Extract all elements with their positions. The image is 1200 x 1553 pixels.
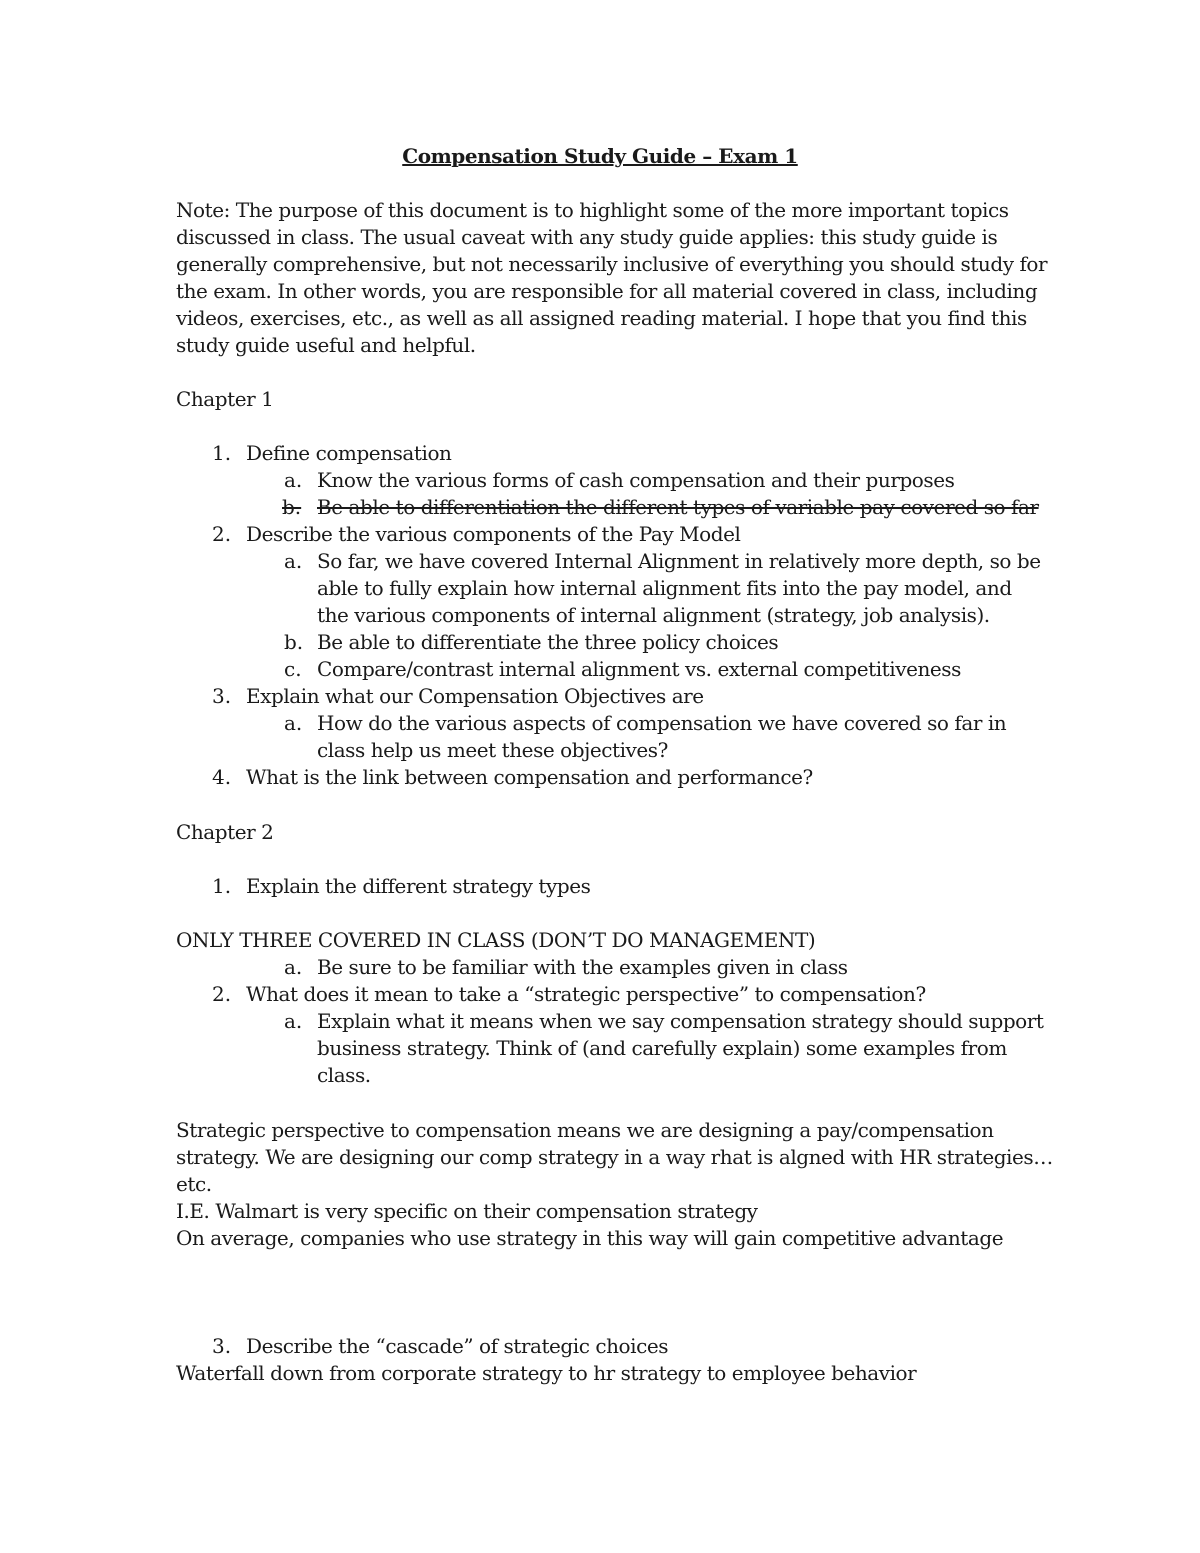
list-item: How do the various aspects of compensation we have covered so far in xyxy=(317,711,1007,735)
caps-note: ONLY THREE COVERED IN CLASS (DON’T DO MANAGEMENT) xyxy=(176,928,816,952)
list-marker: 1. xyxy=(212,441,232,465)
list-item: class. xyxy=(317,1063,371,1087)
list-marker: a. xyxy=(284,955,303,979)
list-item: Be sure to be familiar with the examples given in class xyxy=(317,955,848,979)
note-line: the exam. In other words, you are responsible for all material covered in class, including xyxy=(176,279,1038,303)
list-item: Explain the different strategy types xyxy=(246,874,591,898)
list-item: class help us meet these objectives? xyxy=(317,738,668,762)
list-item: business strategy. Think of (and carefully explain) some examples from xyxy=(317,1036,1007,1060)
list-marker: 2. xyxy=(212,982,232,1006)
list-item-struck: Be able to differentiation the different types of variable pay covered so far xyxy=(317,495,1039,519)
list-marker: 2. xyxy=(212,522,232,546)
list-item: What is the link between compensation and performance? xyxy=(246,765,813,789)
list-item: Define compensation xyxy=(246,441,452,465)
list-item: able to fully explain how internal alignment fits into the pay model, and xyxy=(317,576,1012,600)
list-item: Describe the various components of the Pay Model xyxy=(246,522,741,546)
list-marker-struck: b. xyxy=(282,495,302,519)
list-marker: 3. xyxy=(212,684,232,708)
answer-line: On average, companies who use strategy in this way will gain competitive advantage xyxy=(176,1226,1004,1250)
list-marker: b. xyxy=(284,630,304,654)
list-item: Describe the “cascade” of strategic choices xyxy=(246,1334,669,1358)
list-marker: a. xyxy=(284,549,303,573)
list-item: Compare/contrast internal alignment vs. external competitiveness xyxy=(317,657,961,681)
list-item: Know the various forms of cash compensation and their purposes xyxy=(317,468,955,492)
list-item: Be able to differentiate the three policy choices xyxy=(317,630,779,654)
list-marker: a. xyxy=(284,468,303,492)
list-item: the various components of internal alignment (strategy, job analysis). xyxy=(317,603,990,627)
answer-line: strategy. We are designing our comp strategy in a way rhat is algned with HR strategies… xyxy=(176,1145,1053,1169)
list-marker: 3. xyxy=(212,1334,232,1358)
list-item: Explain what it means when we say compensation strategy should support xyxy=(317,1009,1044,1033)
list-marker: a. xyxy=(284,1009,303,1033)
answer-line: etc. xyxy=(176,1172,212,1196)
list-marker: 4. xyxy=(212,765,232,789)
list-item: What does it mean to take a “strategic perspective” to compensation? xyxy=(246,982,926,1006)
answer-line: I.E. Walmart is very specific on their compensation strategy xyxy=(176,1199,758,1223)
answer-line: Waterfall down from corporate strategy to hr strategy to employee behavior xyxy=(176,1361,917,1385)
list-marker: a. xyxy=(284,711,303,735)
note-line: generally comprehensive, but not necessarily inclusive of everything you should study for xyxy=(176,252,1048,276)
note-line: Note: The purpose of this document is to highlight some of the more important topics xyxy=(176,198,1009,222)
document-title: Compensation Study Guide – Exam 1 xyxy=(402,144,798,168)
chapter-1-heading: Chapter 1 xyxy=(176,387,274,411)
list-marker: c. xyxy=(284,657,302,681)
list-item: Explain what our Compensation Objectives are xyxy=(246,684,704,708)
note-line: study guide useful and helpful. xyxy=(176,333,476,357)
note-line: videos, exercises, etc., as well as all assigned reading material. I hope that you find this xyxy=(176,306,1027,330)
answer-line: Strategic perspective to compensation means we are designing a pay/compensation xyxy=(176,1118,994,1142)
list-marker: 1. xyxy=(212,874,232,898)
list-item: So far, we have covered Internal Alignment in relatively more depth, so be xyxy=(317,549,1041,573)
chapter-2-heading: Chapter 2 xyxy=(176,820,274,844)
note-line: discussed in class. The usual caveat with any study guide applies: this study guide is xyxy=(176,225,998,249)
